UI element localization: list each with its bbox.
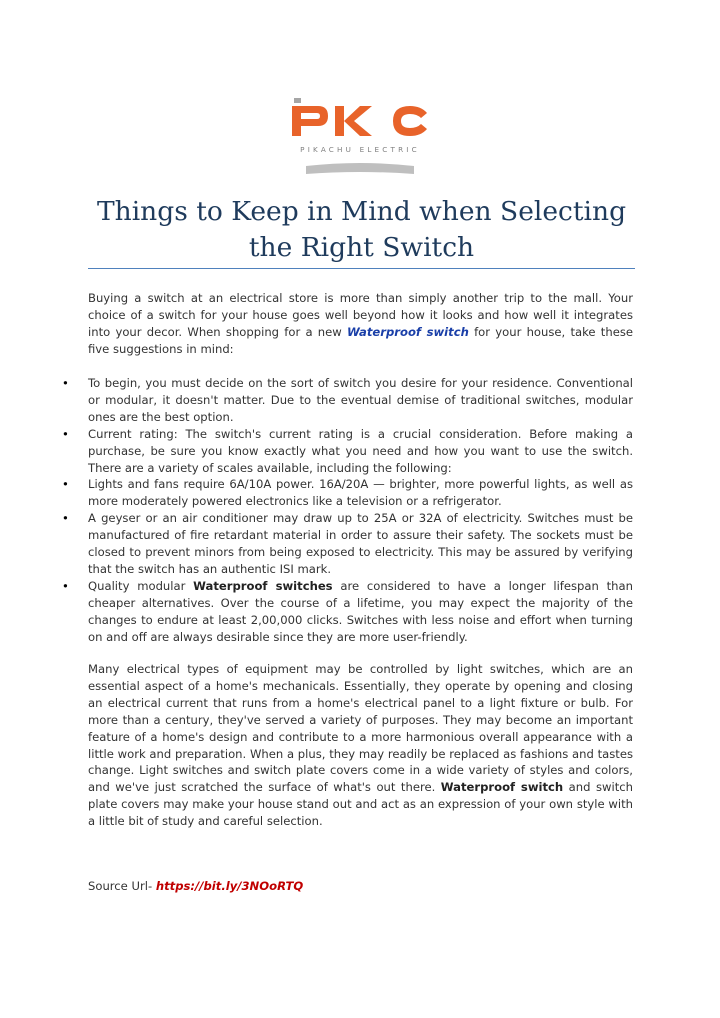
list-item: • To begin, you must decide on the sort of switch you desire for your residence. Conventional or modular, it doesn't matter. Due to the eventual demise of traditional switches, modular ones are the best option. [88, 375, 633, 426]
waterproof-switch-emphasis: Waterproof switch [440, 780, 564, 795]
intro-text-after: for your house, take these five suggestions in mind: [88, 324, 633, 356]
suggestions-list [88, 375, 633, 646]
list-item: • A geyser or an air conditioner may draw up to 25A or 32A of electricity. Switches must be manufactured of fire retardant material in order to assure their safety. The sockets must be closed to prevent minors from being exposed to electricity. This may be assured by verifying that the switch has an authentic ISI mark. [88, 510, 633, 578]
waterproof-switch-link[interactable]: Waterproof switch [347, 324, 469, 339]
body-paragraph [88, 661, 633, 830]
title-divider [88, 268, 635, 269]
intro-text-before: Buying a switch at an electrical store is more than simply another trip to the mall. Your choice of a switch for your house goes well beyond how it looks and how well it integrates into your decor. When shopping for a new [88, 291, 633, 339]
list-item-text-before: Quality modular [88, 578, 194, 593]
intro-paragraph [88, 290, 633, 358]
source-url-link[interactable]: https://bit.ly/3NOoRTQ [155, 879, 304, 893]
body-text-before: Many electrical types of equipment may be controlled by light switches, which are an essential aspect of a home's mechanicals. Essentially, they operate by opening and closing an electrical current that runs from a home's electrical panel to a light fixture or bulb. For more than a century, they've served a variety of purposes. They may become an important feature of a home's design and contribute to a more harmonious overall appearance with a little work and preparation. When a plus, they may readily be replaced as fashions and tastes change. Light switches and switch plate covers come in a wide variety of styles and colors, and we've just scratched the surface of what's out there. [88, 662, 633, 795]
list-item-text-after: are considered to have a longer lifespan than cheaper alternatives. Over the course of a lifetime, you may expect the majority of the changes to endure at least 2,00,000 clicks. Switches with less noise and effort when turning on and off are always desirable since they are more user-friendly. [88, 578, 633, 644]
list-item: • Current rating: The switch's current rating is a crucial consideration. Before making a purchase, be sure you know exactly what you need and how you want to use the switch. There are a variety of scales available, including the following: [88, 426, 633, 477]
page-title: Things to Keep in Mind when Selecting the Right Switch [96, 196, 627, 263]
pkc-logo-graphic [288, 96, 432, 178]
list-item: • Lights and fans require 6A/10A power. 16A/20A — brighter, more powerful lights, as well as more moderately powered electronics like a television or a refrigerator. [88, 476, 633, 510]
logo-tagline: PIKACHU ELECTRIC [300, 145, 420, 154]
waterproof-switches-emphasis: Waterproof switches [193, 578, 333, 593]
pkc-logo [288, 96, 432, 178]
body-text-after: and switch plate covers may make your house stand out and act as an expression of your own style with a little bit of study and careful selection. [88, 780, 633, 829]
list-item [88, 578, 633, 646]
source-line [88, 878, 303, 895]
source-label: Source Url- [88, 879, 156, 893]
